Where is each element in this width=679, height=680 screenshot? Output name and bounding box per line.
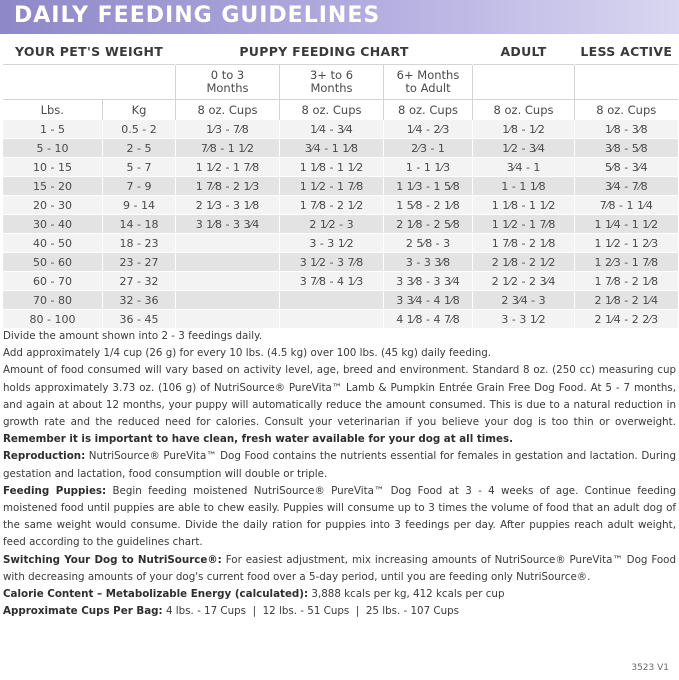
less-active-header: LESS ACTIVE (575, 39, 678, 65)
table-cell: 9 - 14 (103, 196, 176, 215)
table-cell (176, 310, 280, 329)
table-cell: 3 1⁄2 - 3 7⁄8 (280, 253, 384, 272)
title-banner (0, 0, 679, 34)
table-cell: 3 3⁄4 - 4 1⁄8 (384, 291, 473, 310)
note-divide: Divide the amount shown into 2 - 3 feedings daily. (3, 330, 262, 342)
note-switching (3, 552, 676, 586)
table-cell: 18 - 23 (103, 234, 176, 253)
note-calorie (3, 586, 676, 603)
adult-header: ADULT (473, 39, 575, 65)
table-cell (280, 291, 384, 310)
table-cell: 1⁄4 - 3⁄4 (280, 120, 384, 139)
version-code: 3523 V1 (631, 663, 669, 673)
feeding-chart-table (2, 39, 678, 328)
page-title: DAILY FEEDING GUIDELINES (14, 3, 381, 28)
table-cell: 2 1⁄3 - 3 1⁄8 (176, 196, 280, 215)
table-cell: 7⁄8 - 1 1⁄4 (575, 196, 678, 215)
group-header-row (3, 39, 678, 65)
table-cell: 1⁄3 - 7⁄8 (176, 120, 280, 139)
table-cell: 3⁄4 - 1 1⁄8 (280, 139, 384, 158)
table-row (3, 291, 678, 310)
note-add: Add approximately 1/4 cup (26 g) for every 10 lbs. (4.5 kg) over 100 lbs. (45 kg) daily feeding. (3, 347, 492, 360)
table-cell: 3 - 3 1⁄2 (280, 234, 384, 253)
note-switching-label: Switching Your Dog to NutriSource®: (3, 553, 222, 566)
puppy-chart-header: PUPPY FEEDING CHART (176, 39, 473, 65)
table-cell: 80 - 100 (3, 310, 103, 329)
table-cell: 1⁄8 - 3⁄8 (575, 120, 678, 139)
table-cell (176, 272, 280, 291)
table-cell: 2 1⁄2 - 2 3⁄4 (473, 272, 575, 291)
table-cell: 3 3⁄8 - 3 3⁄4 (384, 272, 473, 291)
note-water-reminder: Remember it is important to have clean, fresh water available for your dog at all times. (3, 433, 514, 446)
table-row (3, 196, 678, 215)
table-cell: 7 - 9 (103, 177, 176, 196)
table-cell: 5 - 10 (3, 139, 103, 158)
table-cell: 1⁄2 - 3⁄4 (473, 139, 575, 158)
weight-header: YOUR PET'S WEIGHT (3, 39, 176, 65)
table-cell: 1 5⁄8 - 2 1⁄8 (384, 196, 473, 215)
note-reproduction (3, 448, 676, 482)
unit-header-cups: 8 oz. Cups (176, 100, 280, 120)
unit-header-kg: Kg (103, 100, 176, 120)
table-cell (176, 234, 280, 253)
puppy-age-3-6: 3+ to 6 Months (280, 65, 384, 100)
table-row (3, 120, 678, 139)
table-cell: 20 - 30 (3, 196, 103, 215)
table-cell: 1 1⁄2 - 1 7⁄8 (473, 215, 575, 234)
note-cups-text: 4 lbs. - 17 Cups | 12 lbs. - 51 Cups | 25 lbs. - 107 Cups (165, 605, 460, 618)
unit-header-cups: 8 oz. Cups (280, 100, 384, 120)
table-cell: 2 1⁄8 - 2 1⁄2 (473, 253, 575, 272)
unit-header-lbs: Lbs. (3, 100, 103, 120)
table-cell: 3 7⁄8 - 4 1⁄3 (280, 272, 384, 291)
table-cell: 1 7⁄8 - 2 1⁄2 (280, 196, 384, 215)
table-cell: 5 - 7 (103, 158, 176, 177)
note-cups-per-bag (3, 603, 676, 620)
note-switching-text: For easiest adjustment, mix increasing amounts of NutriSource® PureVita™ Dog Food with decreasing amounts of your dog's current food over a 5-day period, until you are feeding only NutriSource®. (3, 553, 677, 583)
puppy-age-6-adult: 6+ Months to Adult (384, 65, 473, 100)
table-cell: 2⁄3 - 1 (384, 139, 473, 158)
table-cell: 23 - 27 (103, 253, 176, 272)
table-cell: 1⁄8 - 1⁄2 (473, 120, 575, 139)
table-cell: 36 - 45 (103, 310, 176, 329)
table-cell: 1 - 5 (3, 120, 103, 139)
table-cell: 32 - 36 (103, 291, 176, 310)
table-cell: 1 1⁄8 - 1 1⁄2 (473, 196, 575, 215)
table-cell (176, 253, 280, 272)
puppy-age-0-3: 0 to 3 Months (176, 65, 280, 100)
table-cell: 1 1⁄3 - 1 5⁄8 (384, 177, 473, 196)
table-cell: 1 7⁄8 - 2 1⁄3 (176, 177, 280, 196)
table-row (3, 177, 678, 196)
table-row (3, 272, 678, 291)
table-cell: 2 1⁄8 - 2 5⁄8 (384, 215, 473, 234)
unit-header-cups: 8 oz. Cups (575, 100, 678, 120)
note-amount-text: Amount of food consumed will vary based on activity level, age, breed and environment. Standard 8 oz. (250 cc) measuring cup holds approximately 3.73 oz. (106 g) of NutriSource® PureVita™ Lamb & Pumpkin Entrée Grain Free Dog Food. At 5 - 7 months, and again at about 12 months, your puppy will automatically reduce the amount consumed. This is due to a natural reduction in growth rate and the reduced need for calories. Consult your veterinarian if you believe your dog is too thin or overweight. (3, 364, 676, 429)
table-cell: 2 5⁄8 - 3 (384, 234, 473, 253)
feeding-notes (3, 328, 676, 620)
table-cell: 2 1⁄2 - 3 (280, 215, 384, 234)
note-cups-label: Approximate Cups Per Bag: (3, 605, 163, 618)
table-cell: 1 1⁄2 - 1 7⁄8 (176, 158, 280, 177)
table-cell: 4 1⁄8 - 4 7⁄8 (384, 310, 473, 329)
note-calorie-label: Calorie Content – Metabolizable Energy (calculated): (3, 588, 309, 601)
note-feeding-text: Begin feeding moistened NutriSource® PureVita™ Dog Food at 3 - 4 weeks of age. Continue feeding moistened food until puppies are able to chew easily. Puppies will consume up to 3 times the volume of food that an adult dog of the same weight would consume. Divide the daily ration for puppies into 3 feedings per day. After puppies reach adult weight, feed according to the guidelines chart. (3, 484, 676, 549)
table-row (3, 253, 678, 272)
table-cell: 1 - 1 1⁄3 (384, 158, 473, 177)
note-calorie-text: 3,888 kcals per kg, 412 kcals per cup (311, 588, 505, 601)
table-cell: 2 1⁄4 - 2 2⁄3 (575, 310, 678, 329)
table-cell (280, 310, 384, 329)
table-cell: 3 - 3 1⁄2 (473, 310, 575, 329)
table-cell: 1 1⁄8 - 1 1⁄2 (280, 158, 384, 177)
table-cell: 50 - 60 (3, 253, 103, 272)
table-cell: 2 1⁄8 - 2 1⁄4 (575, 291, 678, 310)
table-cell: 5⁄8 - 3⁄4 (575, 158, 678, 177)
table-row (3, 158, 678, 177)
table-cell: 3⁄8 - 5⁄8 (575, 139, 678, 158)
table-cell: 3 1⁄8 - 3 3⁄4 (176, 215, 280, 234)
table-cell (176, 291, 280, 310)
table-cell: 1 2⁄3 - 1 7⁄8 (575, 253, 678, 272)
note-feeding-puppies (3, 483, 676, 552)
table-cell: 40 - 50 (3, 234, 103, 253)
blank-cell (3, 65, 176, 100)
table-cell: 2 3⁄4 - 3 (473, 291, 575, 310)
table-cell: 1 7⁄8 - 2 1⁄8 (473, 234, 575, 253)
table-cell: 1 7⁄8 - 2 1⁄8 (575, 272, 678, 291)
table-cell: 70 - 80 (3, 291, 103, 310)
table-cell: 1 1⁄2 - 1 7⁄8 (280, 177, 384, 196)
table-cell: 10 - 15 (3, 158, 103, 177)
table-cell: 2 - 5 (103, 139, 176, 158)
table-cell: 14 - 18 (103, 215, 176, 234)
table-cell: 1 1⁄2 - 1 2⁄3 (575, 234, 678, 253)
table-row (3, 310, 678, 329)
table-row (3, 215, 678, 234)
blank-cell (575, 65, 678, 100)
note-feeding-label: Feeding Puppies: (3, 484, 107, 497)
table-cell: 1 - 1 1⁄8 (473, 177, 575, 196)
table-cell: 3 - 3 3⁄8 (384, 253, 473, 272)
table-cell: 30 - 40 (3, 215, 103, 234)
unit-header-cups: 8 oz. Cups (384, 100, 473, 120)
note-reproduction-label: Reproduction: (3, 450, 86, 463)
table-cell: 1 1⁄4 - 1 1⁄2 (575, 215, 678, 234)
blank-cell (473, 65, 575, 100)
table-row (3, 139, 678, 158)
table-cell: 60 - 70 (3, 272, 103, 291)
puppy-age-row (3, 65, 678, 100)
unit-header-row (3, 100, 678, 120)
table-cell: 1⁄4 - 2⁄3 (384, 120, 473, 139)
table-cell: 0.5 - 2 (103, 120, 176, 139)
table-row (3, 234, 678, 253)
unit-header-cups: 8 oz. Cups (473, 100, 575, 120)
table-cell: 3⁄4 - 1 (473, 158, 575, 177)
table-cell: 15 - 20 (3, 177, 103, 196)
table-cell: 7⁄8 - 1 1⁄2 (176, 139, 280, 158)
table-cell: 27 - 32 (103, 272, 176, 291)
note-reproduction-text: NutriSource® PureVita™ Dog Food contains the nutrients essential for females in gestation and lactation. During gestation and lactation, food consumption will double or triple. (3, 450, 676, 480)
table-cell: 3⁄4 - 7⁄8 (575, 177, 678, 196)
note-amount (3, 362, 676, 448)
